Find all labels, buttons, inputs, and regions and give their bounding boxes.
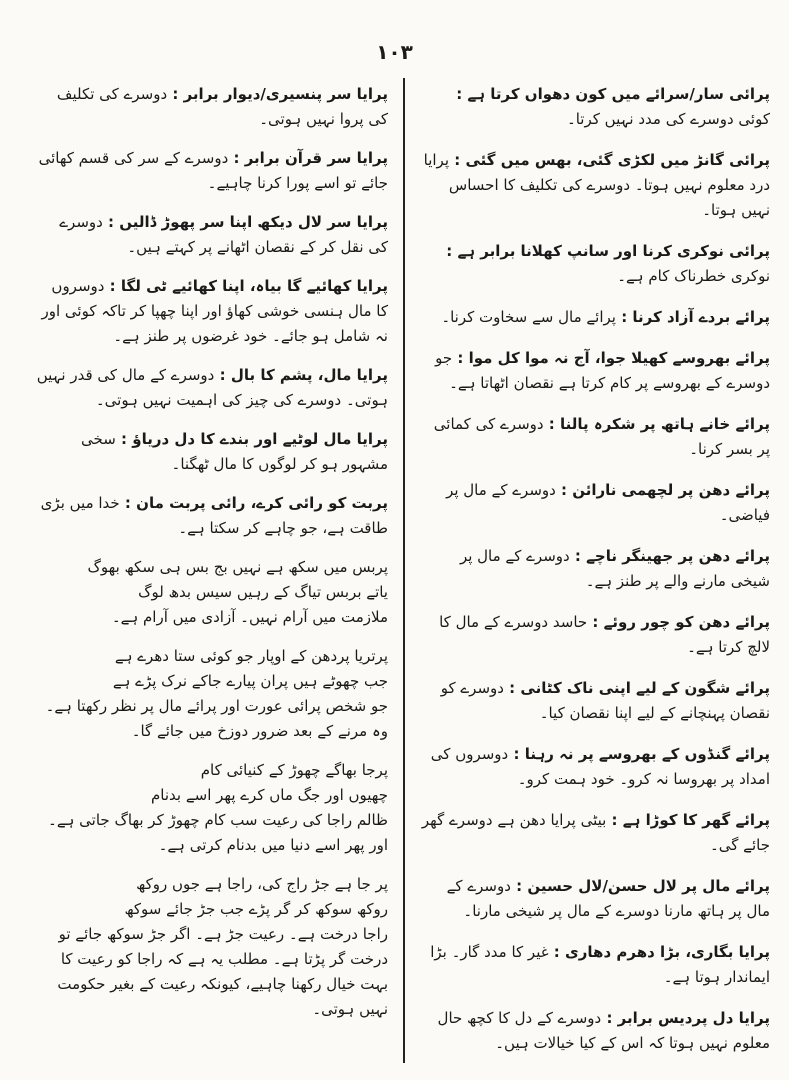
entry-separator: : [543, 415, 561, 433]
entry-headword: پرائی نوکری کرنا اور سانپ کھلانا برابر ہے [457, 242, 770, 260]
dictionary-entry [36, 872, 388, 1022]
page-number: ١٠٣ [376, 40, 413, 64]
dictionary-entry [420, 346, 770, 396]
entry-meaning: جو دوسرے کے بھروسے پر کام کرتا ہے نقصان اٹھاتا ہے۔ [435, 349, 770, 392]
entry-headword: پرایا مال، پشم کا بال [230, 366, 388, 384]
entry-meaning: دوسرے کے دل کا کچھ حال معلوم نہیں ہوتا کہ اس کے کیا خیالات ہیں۔ [437, 1009, 770, 1052]
dictionary-entry [420, 1006, 770, 1056]
entry-headword: پرائے دھن پر جھینگر ناچے [586, 547, 770, 565]
dictionary-entry [36, 427, 388, 477]
dictionary-entry [36, 555, 388, 630]
entry-headword: پرایا کھائیے گا بیاہ، اپنا کھائیے ٹی لگا [120, 277, 388, 295]
entry-separator: : [555, 481, 573, 499]
entry-meaning: حاسد دوسرے کے مال کا لالچ کرتا ہے۔ [439, 613, 770, 656]
entry-meaning: سخی مشہور ہو کر لوگوں کا مال ٹھگنا۔ [81, 430, 388, 473]
dictionary-entry [420, 874, 770, 924]
entry-meaning: دوسروں کا مال ہنسی خوشی کھاؤ اور اپنا چھپا کر تاکہ کوئی اور نہ شامل ہو جائے۔ خود غرضوں پر طنز ہے۔ [41, 277, 388, 345]
entry-headword: پربت کو رائی کرے، رائی پربت مان [136, 494, 388, 512]
entry-headword: پرایا سر لال دیکھ اپنا سر پھوڑ ڈالیں [119, 213, 388, 231]
entry-headword: پرایا بگاری، بڑا دھرم دھاری [565, 943, 770, 961]
entry-headword: پرایا سر پنسیری/دیوار برابر [183, 85, 388, 103]
entry-headword: پرائے دھن کو چور روئے [603, 613, 770, 631]
dictionary-entry [420, 239, 770, 289]
entry-meaning: پربس میں سکھ ہے نہیں بج بس ہی سکھ بھوگ یاتے بربس تیاگ کے رہیں سیس بدھ لوگ ملازمت میں آرام نہیں۔ آزادی میں آرام ہے۔ [87, 558, 388, 626]
entry-meaning: دوسرے کی تکلیف کی پروا نہیں ہوتی۔ [56, 85, 388, 128]
column-divider [403, 78, 405, 1063]
entry-separator: : [228, 149, 245, 167]
entry-headword: پرائے گھر کا کوڑا ہے [622, 811, 770, 829]
dictionary-entry [420, 148, 770, 223]
entry-separator: : [510, 877, 528, 895]
entry-headword: پرائی گانڑ میں لکڑی گئی، بھس میں گئی [465, 151, 770, 169]
entry-meaning: بیٹی پرایا دھن ہے دوسرے گھر جائے گی۔ [421, 811, 770, 854]
entry-separator: : [508, 745, 525, 763]
entry-separator: : [503, 679, 521, 697]
entry-separator: : [606, 811, 623, 829]
entry-separator: : [214, 366, 231, 384]
dictionary-entry [420, 412, 770, 462]
entry-headword: پرائے دھن پر لچھمی نارائن [572, 481, 770, 499]
entry-meaning: نوکری خطرناک کام ہے۔ [617, 267, 770, 285]
entry-meaning: دوسرے کی کمائی پر بسر کرنا۔ [433, 415, 770, 458]
entry-meaning: پرتریا پردھن کے اوپار جو کوئی ستا دھرے ہے جب چھوٹے ہیں پران پیارے جاکے نرک پڑے ہے جو شخص پرائی عورت اور پرائے مال پر نظر رکھتا ہے۔ وہ مرنے کے بعد ضرور دوزخ میں جائے گا۔ [45, 647, 388, 740]
dictionary-entry [36, 146, 388, 196]
entry-meaning: کوئی دوسرے کی مدد نہیں کرتا۔ [566, 110, 770, 128]
entry-separator: : [601, 1009, 618, 1027]
dictionary-entry [420, 82, 770, 132]
entry-meaning: غیر کا مدد گار۔ بڑا ایماندار ہوتا ہے۔ [430, 943, 770, 986]
left-column [36, 82, 388, 1036]
entry-meaning: پرائے مال سے سخاوت کرنا۔ [441, 308, 616, 326]
dictionary-entry [36, 491, 388, 541]
entry-headword: پرایا سر قرآن برابر [244, 149, 388, 167]
dictionary-entry [420, 676, 770, 726]
dictionary-entry [420, 544, 770, 594]
entry-separator: : [587, 613, 604, 631]
dictionary-entry [420, 742, 770, 792]
entry-meaning: دوسرے کی نقل کر کے نقصان اٹھانے پر کہتے ہیں۔ [59, 213, 388, 256]
entry-meaning: پرجا بھاگے چھوڑ کے کنیائی کام چھیوں اور جگ ماں کرے پھر اسے بدنام ظالم راجا کی رعیت سب کام چھوڑ کر بھاگ جاتی ہے۔ اور پھر اسے دنیا میں بدنام کرتی ہے۔ [48, 761, 388, 854]
entry-headword: پرایا دل پردیس برابر [617, 1009, 770, 1027]
entry-separator: : [167, 85, 184, 103]
entry-separator: : [615, 308, 633, 326]
entry-separator: : [456, 85, 468, 103]
entry-separator: : [102, 213, 120, 231]
dictionary-entry [36, 363, 388, 413]
entry-meaning: خدا میں بڑی طاقت ہے، جو چاہے کر سکتا ہے۔ [40, 494, 388, 537]
dictionary-entry [420, 478, 770, 528]
dictionary-entry [36, 82, 388, 132]
dictionary-entry [420, 305, 770, 330]
entry-headword: پرائے مال پر لال حسن/لال حسین [527, 877, 770, 895]
entry-meaning: دوسرے کے مال پر فیاضی۔ [446, 481, 770, 524]
entry-separator: : [115, 430, 133, 448]
entry-headword: پرائے خانے ہاتھ پر شکرہ پالنا [560, 415, 770, 433]
entry-meaning: پرایا درد معلوم نہیں ہوتا۔ دوسرے کی تکلیف کا احساس نہیں ہوتا۔ [423, 151, 770, 219]
entry-headword: پرائے بردے آزاد کرنا [632, 308, 770, 326]
entry-separator: : [452, 349, 469, 367]
dictionary-entry [420, 808, 770, 858]
dictionary-entry [420, 940, 770, 990]
entry-headword: پرائے گنڈوں کے بھروسے پر نہ رہنا [524, 745, 770, 763]
entry-separator: : [119, 494, 137, 512]
dictionary-entry [420, 610, 770, 660]
entry-headword: پرائے بھروسے کھیلا جوا، آج نہ موا کل موا [468, 349, 770, 367]
dictionary-entry [36, 274, 388, 349]
entry-meaning: دوسرے کے سر کی قسم کھائی جائے تو اسے پورا کرنا چاہیے۔ [38, 149, 388, 192]
dictionary-entry [36, 210, 388, 260]
entry-meaning: پر جا ہے جڑ راج کی، راجا ہے جوں روکھ روکھ سوکھ کر گر پڑے جب جڑ جائے سوکھ راجا درخت ہے۔ رعیت جڑ ہے۔ اگر جڑ سوکھ جائے تو درخت گر پڑتا ہے۔ مطلب یہ ہے کہ راجا کو رعیت کا بہت خیال رکھنا چاہیے، کیونکہ رعیت کے بغیر حکومت نہیں ہوتی۔ [57, 875, 388, 1018]
entry-meaning: دوسروں کی امداد پر بھروسا نہ کرو۔ خود ہمت کرو۔ [430, 745, 770, 788]
entry-headword: پرایا مال لوٹیے اور بندے کا دل دریاؤ [132, 430, 388, 448]
entry-meaning: دوسرے کے مال کی قدر نہیں ہوتی۔ دوسرے کی چیز کی اہمیت نہیں ہوتی۔ [36, 366, 388, 409]
entry-separator: : [104, 277, 121, 295]
entry-meaning: دوسرے کو نقصان پہنچانے کے لیے اپنا نقصان کیا۔ [440, 679, 770, 722]
entry-separator: : [449, 151, 466, 169]
dictionary-entry [36, 758, 388, 858]
entry-separator: : [569, 547, 587, 565]
entry-meaning: دوسرے کے مال پر ہاتھ مارنا دوسرے کے مال پر شیخی مارنا۔ [446, 877, 770, 920]
entry-separator: : [548, 943, 566, 961]
entry-headword: پرائے شگون کے لیے اپنی ناک کٹانی [520, 679, 770, 697]
entry-meaning: دوسرے کے مال پر شیخی مارنے والے پر طنز ہے۔ [459, 547, 770, 590]
entry-separator: : [446, 242, 458, 260]
entry-headword: پرائی سار/سرائے میں کون دھواں کرتا ہے [467, 85, 770, 103]
right-column [420, 82, 770, 1072]
dictionary-entry [36, 644, 388, 744]
